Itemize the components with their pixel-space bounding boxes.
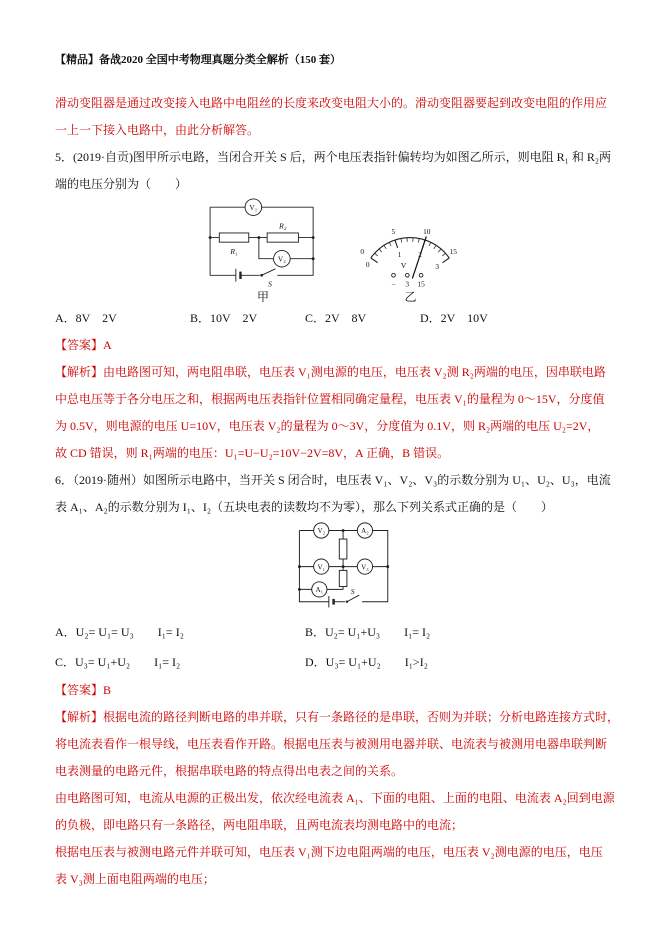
q6-option-d: D．U₃= U₁+U₂ I₁>I₂	[305, 655, 428, 669]
switch-pivot	[346, 601, 348, 603]
resistor-upper	[339, 539, 347, 559]
analysis-line: 的负极，即电路只有一条路径，两电阻串联，且两电流表均测电路中的电流；	[55, 818, 464, 832]
resistor-r2	[267, 233, 298, 242]
circuit-diagram-q6	[288, 521, 402, 616]
inner-scale-0: 0	[365, 260, 370, 269]
figure-caption-jia: 甲	[256, 290, 269, 304]
junction-dot	[342, 529, 345, 532]
v2-label: V₂	[317, 527, 326, 536]
junction-dot	[312, 236, 315, 239]
q6-option-c: C．U₃= U₁+U₂ I₁= I₂	[55, 655, 181, 669]
outer-scale-15: 15	[449, 247, 457, 257]
question6-figure	[288, 521, 621, 617]
analysis-line: 表 V₃测上面电阻两端的电压；	[55, 872, 215, 886]
question5-figure	[198, 198, 621, 305]
inner-scale-2: 2	[418, 249, 423, 259]
r1-label: R₁	[230, 247, 238, 257]
junction-dot	[312, 257, 315, 260]
question5-stem	[55, 144, 621, 198]
question5-stem-line: 5．(2019·自贡)图甲所示电路，当闭合开关 S 后，两个电压表指针偏转均为如图乙所示，则电阻 R₁ 和 R₂两	[55, 150, 612, 164]
a1-label: A₁	[315, 586, 324, 595]
inner-scale-3: 3	[435, 261, 440, 271]
question5-analysis	[55, 359, 621, 467]
meter-major-ticks	[371, 240, 449, 263]
outer-scale-5: 5	[391, 226, 396, 236]
terminal-label-negative: −	[391, 279, 396, 289]
intro-note	[55, 90, 621, 144]
terminal-label-15: 15	[417, 279, 425, 289]
junction-dot	[298, 588, 301, 591]
v1-label: V₁	[317, 563, 326, 572]
question6-stem-line: 6．（2019·随州）如图所示电路中，当开关 S 闭合时，电压表 V₁、V₂、V₃的示数分别为 U₁、U₂、U₃，电流	[55, 473, 611, 487]
question6-options	[55, 617, 621, 677]
question5-options	[55, 305, 621, 332]
resistor-r1	[219, 233, 248, 242]
terminal-negative	[392, 273, 396, 277]
analysis-line: 【解析】由电路图可知，两电阻串联，电压表 V₁测电源的电压，电压表 V₂测 R₂两端的电压，因串联电路	[55, 365, 606, 379]
resistor-lower	[339, 570, 347, 586]
circuit-figure-jia	[198, 198, 328, 305]
question5-stem-line: 端的电压分别为（ ）	[55, 177, 188, 191]
q5-option-d: D．2V 10V	[420, 311, 488, 325]
question5-answer: 【答案】A	[55, 338, 112, 352]
analysis-line: 为 0.5V，则电源的电压 U=10V，电压表 V₂的量程为 0～3V，分度值为 0.1V，则 R₂两端的电压 U₂=2V，	[55, 419, 600, 433]
junction-dot	[386, 565, 389, 568]
question6-analysis	[55, 704, 621, 893]
switch-blade	[262, 269, 276, 275]
r2-label: R₂	[279, 221, 287, 231]
analysis-line: 中总电压等于各分电压之和，根据两电压表指针位置相同确定量程，电压表 V₁的量程为 0～15V，分度值	[55, 392, 605, 406]
analysis-line: 【解析】根据电流的路径判断电路的串并联，只有一条路径的是串联，否则为并联；分析电路连接方式时，	[55, 710, 620, 724]
a2-label: A₂	[361, 527, 369, 536]
document-header-title: 【精品】备战2020 全国中考物理真题分类全解析（150 套）	[55, 54, 341, 66]
outer-scale-0: 0	[360, 247, 365, 257]
terminal-label-3: 3	[405, 279, 410, 289]
analysis-line: 将电流表看作一根导线，电压表看作开路。根据电压表与被测用电器并联、电流表与被测用电器串联判断	[55, 737, 608, 751]
meter-minor-ticks	[375, 238, 446, 256]
note-line: 一上一下接入电路中，由此分析解答。	[55, 123, 260, 137]
v1-label: V₁	[249, 203, 258, 213]
switch-label: S	[267, 279, 272, 289]
analysis-line: 根据电压表与被测电路元件并联可知，电压表 V₁测下边电阻两端的电压，电压表 V₂测电源的电压，电压	[55, 845, 603, 859]
meter-unit-label: V	[400, 260, 407, 270]
voltmeter-figure-yi	[343, 198, 478, 305]
v2-label: V₂	[277, 254, 286, 264]
switch-label: S	[350, 587, 355, 597]
q5-option-a: A．8V 2V	[55, 311, 117, 325]
note-line: 滑动变阻器是通过改变接入电路中电阻丝的长度来改变电阻大小的。滑动变阻器要起到改变电阻的作用应	[55, 96, 608, 110]
outer-scale-10: 10	[423, 226, 431, 236]
figure-caption-yi: 乙	[404, 290, 417, 304]
question6-answer: 【答案】B	[55, 683, 112, 697]
q6-option-a: A．U₂= U₁= U₃ I₁= I₂	[55, 625, 184, 639]
junction-dot	[342, 565, 345, 568]
q6-option-b: B．U₂= U₁+U₃ I₁= I₂	[305, 625, 431, 639]
inner-scale-1: 1	[397, 249, 402, 259]
v3-label: V₃	[361, 563, 369, 572]
terminal-3v	[405, 273, 409, 277]
voltmeter-dial	[343, 198, 478, 290]
q5-option-b: B．10V 2V	[190, 311, 258, 325]
terminal-15v	[419, 273, 423, 277]
meter-arc	[371, 238, 449, 258]
q5-option-c: C．2V 8V	[305, 311, 367, 325]
analysis-line: 电表测量的电路元件，根据串联电路的特点得出电表之间的关系。	[55, 764, 404, 778]
question6-stem	[55, 467, 621, 521]
switch-pivot	[260, 274, 263, 277]
analysis-line: 故 CD 错误，则 R₁两端的电压：U₁=U−U₂=10V−2V=8V，A 正确，B 错误。	[55, 446, 450, 460]
junction-dot	[298, 565, 301, 568]
junction-dot	[209, 236, 212, 239]
analysis-line: 由电路图可知，电流从电源的正极出发，依次经电流表 A₁、下面的电阻、上面的电阻、电流表 A₂回到电源	[55, 791, 615, 805]
junction-dot	[257, 236, 260, 239]
question6-stem-line: 表 A₁、A₂的示数分别为 I₁、I₂（五块电表的读数均不为零），那么下列关系式正确的是（ ）	[55, 500, 554, 514]
circuit-diagram-q5	[198, 198, 328, 290]
